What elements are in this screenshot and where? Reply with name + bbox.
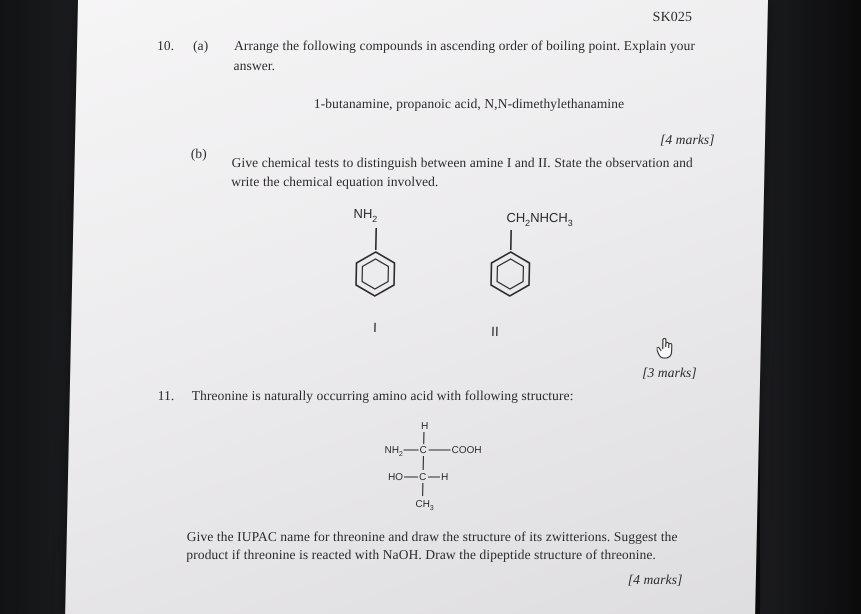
paper-code: SK025 (652, 10, 693, 25)
structure-I-label: I (372, 320, 378, 335)
q11-line2: product if threonine is reacted with NaOH. Draw the dipeptide structure of threonine. (186, 547, 657, 562)
q11-marks: [4 marks] (627, 572, 683, 587)
threonine-nh2: $NH_2$ (384, 445, 403, 458)
q10a-line1: Arrange the following compounds in ascending order of boiling point. Explain your (233, 38, 696, 53)
q10a-line2: answer. (233, 58, 276, 73)
threonine-ho: HO (387, 472, 404, 483)
q10b-line2: write the chemical equation involved. (231, 174, 439, 189)
q10b-label: (b) (190, 146, 207, 161)
threonine-ch3: $CH_3$ (415, 499, 434, 512)
background-right (760, 0, 861, 614)
structure-I (342, 200, 424, 300)
threonine-h: H (440, 472, 449, 483)
hand-pointer-icon (656, 338, 674, 360)
q10a-marks: [4 marks] (659, 132, 715, 147)
q11-line1: Give the IUPAC name for threonine and draw the structure of its zwitterions. Suggest the (186, 529, 678, 544)
q10a-label: (a) (192, 38, 209, 53)
q10-number: 10. (156, 38, 175, 53)
threonine-c1: C (419, 445, 427, 456)
q11-number: 11. (157, 388, 175, 403)
q11-intro: Threonine is naturally occurring amino acid with following structure: (191, 388, 574, 403)
structure-II-ch2nhch3-label: $CH_2NHCH_3$ (506, 210, 573, 228)
threonine-top-h: H (420, 421, 429, 432)
structure-II-label: II (490, 324, 499, 339)
q10b-line1: Give chemical tests to distinguish between amine I and II. State the observation and (231, 155, 694, 170)
exam-paper (65, 0, 768, 614)
structure-II (477, 208, 599, 308)
structure-I-nh2-label: $NH_2$ (353, 206, 378, 224)
q10b-marks: [3 marks] (642, 365, 697, 380)
threonine-c2: C (418, 472, 427, 483)
threonine-cooh: COOH (451, 445, 482, 456)
threonine-structure (375, 418, 497, 518)
q10a-compounds: 1-butanamine, propanoic acid, N,N-dimethylethanamine (313, 96, 625, 111)
